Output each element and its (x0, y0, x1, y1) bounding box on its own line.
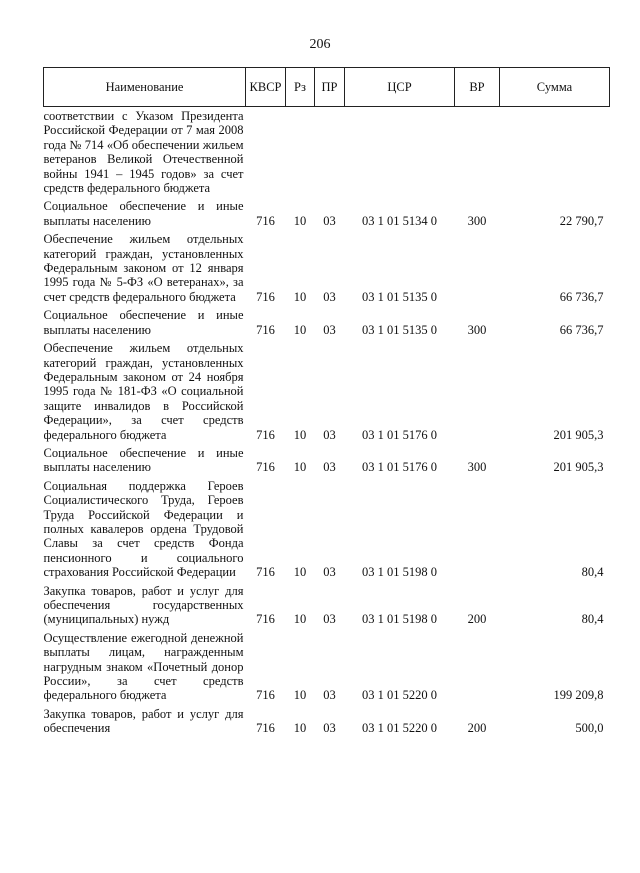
table-row (44, 232, 610, 308)
row-kvsr: 716 (256, 688, 275, 703)
row-pr: 03 (323, 612, 336, 627)
header-sum: Сумма (500, 68, 610, 107)
table-row (44, 707, 610, 740)
row-vr: 300 (467, 322, 487, 337)
header-pr: ПР (315, 68, 345, 107)
row-kvsr (246, 107, 286, 200)
row-sum: 66 736,7 (559, 289, 604, 304)
row-pr (315, 107, 345, 200)
row-kvsr: 716 (256, 721, 275, 736)
header-row (44, 68, 610, 107)
row-name: Закупка товаров, работ и услуг для обеспечения государственных (муниципальных) нужд (43, 583, 244, 627)
row-rz: 10 (293, 612, 307, 627)
row-csr: 03 1 01 5134 0 (362, 213, 437, 228)
row-vr (455, 341, 500, 446)
row-pr: 03 (323, 289, 336, 304)
row-csr (345, 107, 455, 200)
table-row (44, 446, 610, 479)
row-rz: 10 (293, 289, 307, 304)
row-csr: 03 1 01 5198 0 (362, 612, 437, 627)
row-pr: 03 (323, 721, 336, 736)
row-sum: 66 736,7 (559, 322, 604, 337)
row-kvsr: 716 (256, 213, 275, 228)
row-csr: 03 1 01 5220 0 (362, 688, 437, 703)
row-vr: 200 (467, 612, 487, 627)
row-kvsr: 716 (256, 460, 275, 475)
row-pr: 03 (323, 688, 336, 703)
row-name: Обеспечение жильем отдельных категорий граждан, установленных Федеральным законом от 24 ноября 1995 года № 181-ФЗ «О социальной защите инвалидов в Российской Федерации», за счет средств федерального бюджета (43, 341, 244, 442)
row-sum: 80,4 (581, 565, 604, 580)
table-body (44, 107, 610, 740)
row-pr: 03 (323, 427, 336, 442)
table-row (44, 341, 610, 446)
row-rz: 10 (293, 460, 307, 475)
row-sum: 201 905,3 (553, 460, 604, 475)
table-row (44, 479, 610, 584)
header-name: Наименование (44, 68, 246, 107)
row-sum: 201 905,3 (553, 427, 604, 442)
row-name: Социальное обеспечение и иные выплаты населению (43, 199, 244, 228)
row-vr: 300 (467, 213, 487, 228)
header-vr: ВР (455, 68, 500, 107)
row-rz: 10 (293, 322, 307, 337)
row-csr: 03 1 01 5135 0 (362, 289, 437, 304)
row-rz: 10 (293, 565, 307, 580)
row-name: Обеспечение жильем отдельных категорий граждан, установленных Федеральным законом от 12 января 1995 года № 5-ФЗ «О ветеранах», за счет средств федерального бюджета (43, 232, 244, 304)
row-name: Осуществление ежегодной денежной выплаты лицам, награжденным нагрудным знаком «Почетный донор России», за счет средств федерального бюджета (43, 630, 244, 703)
row-name: Социальная поддержка Героев Социалистического Труда, Героев Труда Российской Федерации и полных кавалеров ордена Трудовой Славы за счет средств Фонда пенсионного и социального страхования Российской Федерации (43, 478, 244, 580)
table-header (44, 68, 610, 107)
row-csr: 03 1 01 5176 0 (362, 460, 437, 475)
row-rz (286, 107, 315, 200)
row-name: Социальное обеспечение и иные выплаты населению (43, 445, 244, 475)
budget-table-container (43, 67, 609, 740)
row-name: Социальное обеспечение и иные выплаты населению (43, 308, 244, 337)
row-sum: 500,0 (575, 721, 604, 736)
page-number: 206 (309, 37, 331, 52)
row-pr: 03 (323, 460, 336, 475)
row-pr: 03 (323, 213, 336, 228)
row-sum: 199 209,8 (553, 688, 604, 703)
row-csr: 03 1 01 5220 0 (362, 721, 437, 736)
row-kvsr: 716 (256, 322, 275, 337)
row-csr: 03 1 01 5176 0 (362, 427, 437, 442)
row-sum: 22 790,7 (559, 213, 604, 228)
row-rz: 10 (293, 213, 307, 228)
row-vr: 300 (467, 460, 487, 475)
row-name: Закупка товаров, работ и услуг для обеспечения (43, 706, 244, 736)
row-kvsr: 716 (256, 427, 275, 442)
row-vr (455, 479, 500, 584)
header-csr: ЦСР (345, 68, 455, 107)
row-vr: 200 (467, 721, 487, 736)
row-rz: 10 (293, 427, 307, 442)
row-vr (455, 232, 500, 308)
table-row (44, 107, 610, 200)
header-rz: Рз (286, 68, 315, 107)
row-sum (500, 107, 610, 200)
row-kvsr: 716 (256, 565, 275, 580)
row-pr: 03 (323, 322, 336, 337)
row-pr: 03 (323, 565, 336, 580)
row-rz: 10 (293, 688, 307, 703)
row-csr: 03 1 01 5198 0 (362, 565, 437, 580)
row-kvsr: 716 (256, 612, 275, 627)
table-row (44, 584, 610, 631)
row-sum: 80,4 (581, 612, 604, 627)
header-kvsr: КВСР (246, 68, 286, 107)
row-rz: 10 (293, 721, 307, 736)
table-row (44, 199, 610, 232)
row-csr: 03 1 01 5135 0 (362, 322, 437, 337)
table-row (44, 631, 610, 707)
table-row (44, 308, 610, 341)
row-kvsr: 716 (256, 289, 275, 304)
budget-table (43, 67, 610, 740)
row-vr (455, 631, 500, 707)
row-vr (455, 107, 500, 200)
row-name: соответствии с Указом Президента Российской Федерации от 7 мая 2008 года № 714 «Об обеспечении жильем ветеранов Великой Отечественной войны 1941 – 1945 годов» за счет средств федерального бюджета (43, 109, 244, 196)
